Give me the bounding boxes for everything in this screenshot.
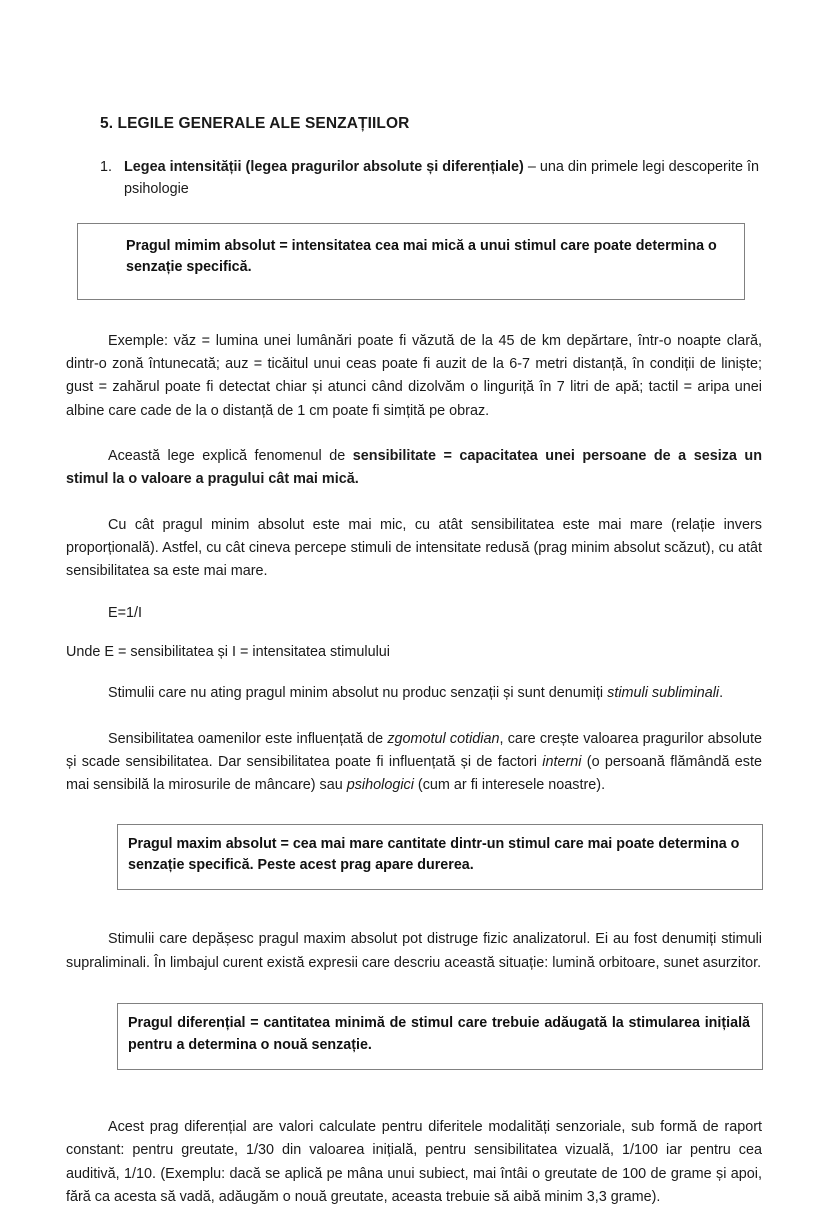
- list-item-bold-lead: Legea intensității (legea pragurilor absolute și diferențiale): [124, 159, 524, 176]
- paragraph-zgomot-italic3: psihologici: [346, 777, 414, 794]
- list-item-rest: – una din primele legi descoperite în psihologie: [124, 159, 760, 198]
- paragraph-supraliminali-text: Stimulii care depășesc pragul maxim absolut pot distruge fizic analizatorul. Ei au fost denumiți stimuli supraliminali. În limbajul curent există expresii care descriu această situație: lumină orbitoare, sunet asurzitor.: [66, 931, 762, 971]
- paragraph-final: [66, 1116, 762, 1209]
- paragraph-zgomot-italic2: interni: [542, 753, 582, 770]
- page-title: 5. LEGILE GENERALE ALE SENZAȚIILOR: [100, 115, 410, 132]
- paragraph-examples-text: Exemple: văz = lumina unei lumânări poate fi văzută de la 45 de km depărtare, într-o noapte clară, dintr-o zonă întunecată; auz = ticăitul unui ceas poate fi auzit de la 6-7 metri distanță, în condiții de liniște; gust = zahărul poate fi detectat chiar și atunci când dizolvăm o linguriță în 7 litri de apă; tactil = aripa unei albine care cade de la o distanță de 1 cm poate fi simțită pe obraz.: [66, 332, 762, 419]
- paragraph-subliminali-prefix: Stimulii care nu ating pragul minim absolut nu produc senzații și sunt denumiți: [108, 685, 608, 702]
- paragraph-examples: [66, 330, 762, 423]
- callout-box-2-text: Pragul maxim absolut = cea mai mare cantitate dintr-un stimul care mai poate determina o senzație specifică. Peste acest prag apare durerea.: [128, 835, 740, 874]
- paragraph-zgomot: [66, 728, 762, 798]
- formula-line: [66, 602, 762, 625]
- paragraph-prag-minim: [66, 514, 762, 584]
- formula-text: E=1/I: [108, 604, 143, 621]
- paragraph-prag-minim-text: Cu cât pragul minim absolut este mai mic, cu atât sensibilitatea este mai mare (relație invers proporțională). Astfel, cu cât cineva percepe stimuli de intensitate redusă (prag minim absolut scăzut), cu atât sensibilitatea sa este mai mare.: [66, 516, 762, 580]
- paragraph-zgomot-part4: (cum ar fi interesele noastre).: [413, 777, 606, 794]
- formula-legend-text: Unde E = sensibilitatea și I = intensitatea stimulului: [66, 643, 390, 660]
- paragraph-zgomot-italic1: zgomotul cotidian: [387, 730, 500, 747]
- callout-box-pragul-minim: [77, 223, 745, 300]
- paragraph-subliminali: [66, 682, 762, 705]
- formula-legend: [66, 641, 762, 664]
- paragraph-zgomot-part2: , care crește valoarea pragurilor absolute și scade sensibilitatea. Dar sensibilitatea poate fi influențată și de factori: [66, 730, 762, 770]
- callout-box-3-text: Pragul diferențial = cantitatea minimă de stimul care trebuie adăugată la stimularea inițială pentru a determina o nouă senzație.: [128, 1015, 750, 1053]
- paragraph-subliminali-italic: stimuli subliminali: [607, 685, 720, 702]
- paragraph-sensibilitate-prefix: Această lege explică fenomenul de: [108, 447, 353, 464]
- paragraph-zgomot-part1: Sensibilitatea oamenilor este influențată de: [108, 730, 388, 747]
- callout-box-1-text: Pragul mimim absolut = intensitatea cea mai mică a unui stimul care poate determina o senzație specifică.: [126, 237, 717, 276]
- paragraph-final-text: Acest prag diferențial are valori calculate pentru diferitele modalități senzoriale, sub formă de raport constant: pentru greutate, 1/30 din valoarea inițială, pentru sensibilitatea vizuală, 1/100 iar pentru cea auditivă, 1/10. (Exemplu: dacă se aplică pe mâna unui subiect, mai întâi o greutate de 100 de grame și apoi, fără ca acesta să vadă, adăugăm o nouă greutate, aceasta trebuie să aibă minim 3,3 grame).: [66, 1119, 762, 1205]
- list-item-number: 1.: [100, 159, 113, 176]
- paragraph-sensibilitate: [66, 445, 762, 492]
- document-content: [66, 114, 762, 1209]
- callout-box-pragul-diferential: [117, 1003, 763, 1070]
- paragraph-supraliminali: [66, 928, 762, 975]
- paragraph-zgomot-part3: (o persoană flămândă este mai sensibilă la mirosurile de mâncare) sau: [66, 753, 762, 794]
- list-item: [66, 156, 762, 201]
- paragraph-subliminali-suffix: .: [719, 685, 724, 702]
- callout-box-pragul-maxim: [117, 824, 763, 891]
- paragraph-sensibilitate-bold: sensibilitate = capacitatea unei persoane de a sesiza un stimul la o valoare a pragului cât mai mică.: [66, 447, 763, 488]
